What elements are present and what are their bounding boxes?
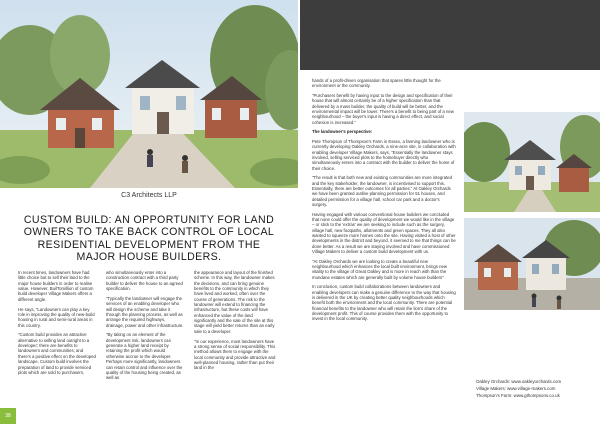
village-rendering-image [464, 112, 600, 212]
paragraph: "In our experience, most landowners have a strong sense of social responsibility. This method allows them to engage with the local community and provide attractive and well-planned housing, rather than put their land in the [194, 338, 276, 371]
body-column-3 [194, 270, 276, 375]
paragraph: In recent times, landowners have had little choice but to sell their land to the major house builders in order to realise value. However, BuilTomillion of custom build developer Village Makers offers a different angle. [18, 270, 94, 302]
article-headline: CUSTOM BUILD: AN OPPORTUNITY FOR LAND OWNERS TO TAKE BACK CONTROL OF LOCAL RESIDENTIAL DEVELOPMENT FROM THE MAJOR HOUSE BUILDERS. [23, 214, 275, 264]
contact-line: Village Makers: www.village-makers.com [476, 386, 556, 391]
paragraph: In conclusion, custom build collaborations between landowners and enabling developers can make a genuine difference to the way that housing is delivered in the UK by creating better quality neighbourhoods which benefit both the environment and the local community. There are potential financial benefits to the landowner who will retain the lion's share of the development profit. This of course provides them with the opportunity to invest in the local community. [312, 284, 456, 322]
left-page [0, 0, 298, 424]
subheading: The landowner's perspective: [312, 129, 373, 135]
paragraph: "Custom build provides an attractive alternative to selling land outright to a developer; there are benefits to landowners and communities; and there's a positive effect on the developed landscape. Custom build involves the preparation of land to provide serviced plots which are sold to purchasers, [18, 332, 96, 375]
page-number-badge: 38 [0, 408, 16, 424]
paragraph: the appearance and layout of the finished scheme. In this way, the landowner makes the decisions, and can bring genuine benefits to the community in which they have lived and worked, often over the course of generations. The risk to the landowner will extend to financing the infrastructure, but these costs will have enhanced the value of the land significantly and the sale of the site at this stage will yield better returns than an early sale to a developer. [194, 270, 275, 334]
right-page [300, 0, 600, 424]
paragraph: "At Oakley Orchards we are looking to create a beautiful new neighbourhood which enhances the local built environment, brings new vitality to the village of Great Oakley and is more in reach with than the mundane estates which are generally built by volume house builders" [312, 258, 447, 280]
paragraph: Pete Thompson of Thompson's Farm in Essex, a farming landowner who is currently developing Oakley Orchards, a nine-acre site, in collaboration with enabling developer Village Makers, says, "Essentially the landowner stays involved, selling serviced plots to the homebuyer directly who simultaneously enters into a contract with the builder to deliver the home of their choice. [312, 138, 456, 171]
paragraph: "By taking on an element of the development risk, landowners can generate a higher land receipt by retaining the profit which would otherwise accrue to the developer. Perhaps more significantly, landowners can retain control and influence over the quality of the housing being created, as well as [106, 332, 183, 381]
paragraph: Having engaged with various conventional house builders we concluded that none could offer the quality of development we would like in the village – or stick to the 'extras' we are seeking to include such as the surgery, village hall, new footpaths, allotments and green spaces. They all also wanted to squeeze more homes onto the site. Having visited a host of other developments in the district and beyond, it seemed to me that things can be done better. As a result we are staying involved and have commissioned Village Makers to deliver a custom build development with us. [312, 211, 456, 255]
paragraph: who simultaneously enter into a construction contract with a third party builder to deliver the house to an agreed specification. [106, 270, 183, 292]
street-rendering-image [464, 218, 600, 310]
paragraph: hands of a profit-driven organisation that spares little thought for the environment or the community. [312, 78, 441, 89]
paragraph: "Purchasers benefit by having input to the design and specification of their house that will almost certainly be of a higher specification than that delivered by a mass builder, the quality of build will be better, and the environmental impact will be lower. There's a benefit to being part of a new neighbourhood – the buyer's input is having a direct effect, and social cohesion is increased." [312, 92, 454, 125]
right-body-text [312, 78, 456, 326]
paragraph: "Typically the landowner will engage the services of an enabling developer who will design the scheme and take it through the planning process, as well as arrange the required highways, drainage, power and other infrastructure. [106, 295, 184, 328]
contact-list [476, 378, 600, 399]
contact-line: Oakley Orchards: www.oakleyorchards.com [476, 379, 562, 384]
paragraph: "The result is that both new and existing communities are more integrated and the key stakeholder, the landowner, is incentivised to support this. Essentially, there are better outcomes for all parties." At Oakley Orchards we have been granted outline planning permission for 51 houses, and detailed permission for a village hall, school car park and a doctor's surgery. [312, 175, 453, 208]
paragraph: He says, "Landowners can play a key role in improving the quality of new-build housing in rural and semi-rural areas in this country. [18, 306, 95, 328]
body-column-2 [106, 270, 184, 385]
header-band [300, 0, 600, 70]
image-caption: C3 Architects LLP [121, 192, 177, 199]
contact-line: Thompson's Farm: www.gthompsons.co.uk [476, 393, 560, 398]
hero-image [0, 0, 298, 188]
body-column-1 [18, 270, 96, 380]
